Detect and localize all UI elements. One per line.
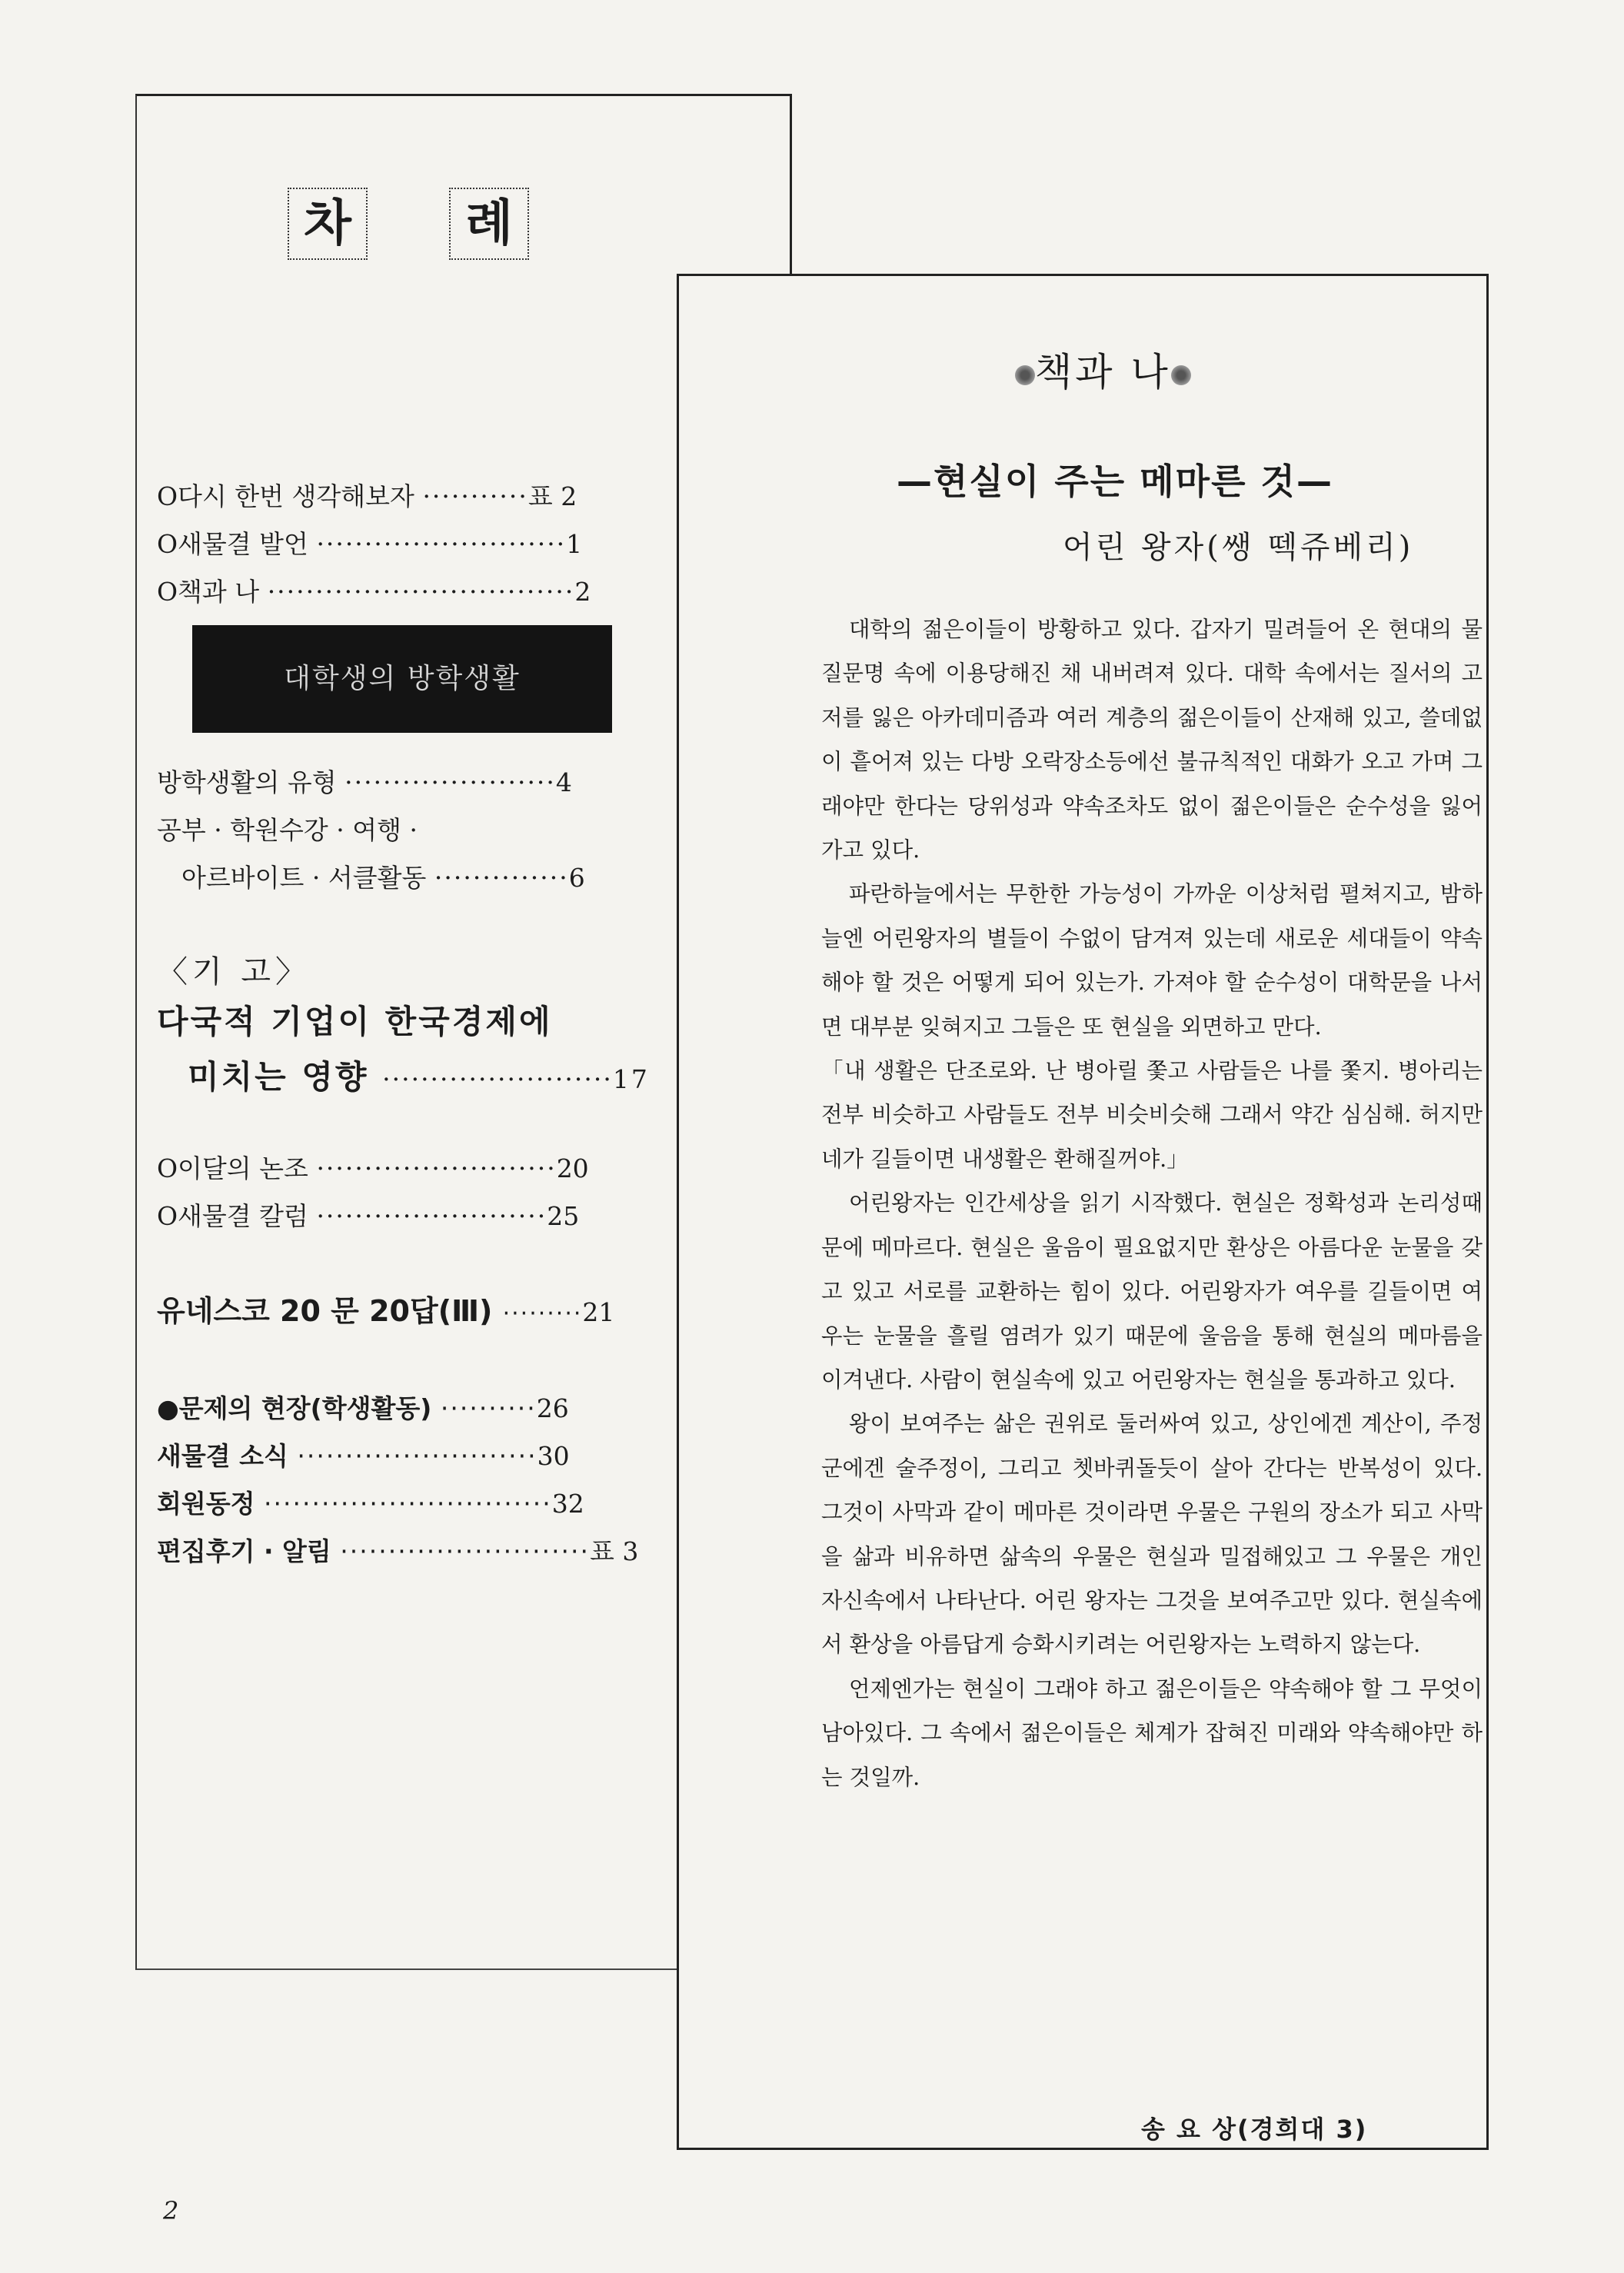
- toc-item-label: O이달의 논조: [157, 1153, 308, 1183]
- toc-item-label: O새물결 발언: [157, 529, 308, 559]
- toc-item[interactable]: 편집후기 · 알림 ··························표 3: [157, 1536, 639, 1566]
- toc-item[interactable]: 새물결 소식 ·························30: [157, 1441, 570, 1471]
- toc-item[interactable]: O책과 나 ································2: [157, 577, 591, 607]
- paragraph: 왕이 보여주는 삶은 권위로 둘러싸여 있고, 상인에겐 계산이, 주정군에겐 술주정이, 그리고 쳇바퀴돌듯이 살아 간다는 반복성이 있다. 그것이 사막과 같이 메마른 것이라면 우물은 구원의 장소가 되고 사막을 삶과 비유하면 삶속의 우물은 현실과 밀접해있고 그 우물은 개인 자신속에서 나타난다. 어린 왕자는 그것을 보여주고만 있다. 현실속에서 환상을 아름답게 승화시키려는 어린왕자는 노력하지 않는다.: [821, 1411, 1483, 1658]
- paragraph: 대학의 젊은이들이 방황하고 있다. 갑자기 밀려들어 온 현대의 물질문명 속에 이용당해진 채 내버려져 있다. 대학 속에서는 질서의 고저를 잃은 아카데미즘과 여러 계층의 젊은이들이 산재해 있고, 쓸데없이 흩어져 있는 다방 오락장소등에선 불규칙적인 대화가 오고 가며 그래야만 한다는 당위성과 약속조차도 없이 젊은이들은 순수성을 잃어가고 있다.: [821, 617, 1483, 864]
- toc-item-label: O새물결 칼럼: [157, 1201, 308, 1231]
- toc-item-page: 30: [537, 1441, 570, 1471]
- article-author: 송 요 상(경희대 3): [1141, 2115, 1368, 2144]
- toc-item-page: 20: [556, 1153, 589, 1183]
- toc-item-page: 17: [612, 1064, 650, 1094]
- contribution-title-text: 미치는 영향: [188, 1058, 369, 1096]
- toc-item-page: 표 2: [527, 481, 577, 511]
- toc-item-label: 아르바이트 · 서클활동: [181, 863, 427, 893]
- toc-heading-char: 차: [288, 188, 368, 260]
- toc-item[interactable]: O새물결 발언 ··························1: [157, 529, 583, 559]
- toc-item-unesco[interactable]: 유네스코 20 문 20답(Ⅲ) ·········21: [157, 1294, 615, 1328]
- toc-item-page: 4: [555, 767, 572, 797]
- ornament-dot-icon: [1171, 365, 1191, 385]
- page-number: 2: [163, 2196, 179, 2225]
- toc-item[interactable]: 방학생활의 유형 ······················4: [157, 767, 572, 797]
- toc-item-label: 회원동정: [157, 1489, 255, 1519]
- toc-item-page: 표 3: [590, 1536, 639, 1566]
- book-source: 어린 왕자(쌩 떽쥬베리): [1063, 530, 1414, 565]
- contribution-title-line2[interactable]: 미치는 영향 ························17: [188, 1058, 650, 1096]
- toc-item-label: 방학생활의 유형: [157, 767, 337, 797]
- toc-item-label: 공부 · 학원수강 · 여행 ·: [157, 815, 418, 845]
- ornament-dot-icon: [1015, 365, 1035, 385]
- toc-item-label: 유네스코 20 문 20답(Ⅲ): [157, 1294, 493, 1328]
- toc-item-page: 21: [582, 1297, 615, 1327]
- toc-item-label: O다시 한번 생각해보자: [157, 481, 414, 511]
- paragraph: 파란하늘에서는 무한한 가능성이 가까운 이상처럼 펼쳐지고, 밤하늘엔 어린왕자의 별들이 수없이 담겨져 있는데 새로운 세대들이 약속해야 할 것은 어떻게 되어 있는가. 가져야 할 순수성이 대학문을 나서면 대부분 잊혀지고 그들은 또 현실을 외면하고 만다.: [821, 881, 1483, 1040]
- toc-item-label: O책과 나: [157, 577, 260, 607]
- toc-item[interactable]: ●문제의 현장(학생활동) ··········26: [157, 1393, 569, 1423]
- toc-item[interactable]: O새물결 칼럼 ························25: [157, 1201, 580, 1231]
- contribution-title[interactable]: 다국적 기업이 한국경제에: [157, 1003, 553, 1040]
- article-subtitle: —현실이 주는 메마른 것—: [897, 461, 1333, 502]
- toc-item-label: ●문제의 현장(학생활동): [157, 1393, 432, 1423]
- contribution-label: 〈기 고〉: [157, 954, 311, 990]
- toc-item-label: 새물결 소식: [157, 1441, 288, 1471]
- toc-item: [157, 810, 418, 847]
- toc-item-page: 1: [566, 529, 583, 559]
- toc-item-page: 32: [551, 1489, 584, 1519]
- toc-item-page: 2: [574, 577, 591, 607]
- toc-item-page: 25: [547, 1201, 580, 1231]
- toc-item[interactable]: O다시 한번 생각해보자 ···········표 2: [157, 481, 577, 511]
- toc-item-page: 26: [536, 1393, 569, 1423]
- toc-item-page: 6: [568, 863, 585, 893]
- toc-heading-char: 례: [449, 188, 529, 260]
- toc-item-label: 편집후기 · 알림: [157, 1536, 331, 1566]
- feature-section-banner: 대학생의 방학생활: [192, 625, 612, 733]
- toc-item[interactable]: 아르바이트 · 서클활동 ··············6: [181, 863, 585, 893]
- article-body: [821, 607, 1483, 1799]
- paragraph: 언제엔가는 현실이 그래야 하고 젊은이들은 약속해야 할 그 무엇이 남아있다. 그 속에서 젊은이들은 체계가 잡혀진 미래와 약속해야만 하는 것일까.: [821, 1676, 1483, 1790]
- toc-item[interactable]: 회원동정 ······························32: [157, 1489, 584, 1519]
- column-title-text: 책과 나: [1035, 350, 1171, 394]
- paragraph: 어린왕자는 인간세상을 읽기 시작했다. 현실은 정확성과 논리성때문에 메마르다. 현실은 울음이 필요없지만 환상은 아름다운 눈물을 갖고 있고 서로를 교환하는 힘이 있다. 어린왕자가 여우를 길들이면 여우는 눈물을 흘릴 염려가 있기 때문에 울음을 통해 현실의 메마름을 이겨낸다. 사람이 현실속에 있고 어린왕자는 현실을 통과하고 있다.: [821, 1190, 1483, 1393]
- quote-paragraph: 「내 생활은 단조로와. 난 병아릴 쫓고 사람들은 나를 쫓지. 병아리는 전부 비슷하고 사람들도 전부 비슷비슷해 그래서 약간 심심해. 허지만 네가 길들이면 내생활은 환해질꺼야.」: [821, 1058, 1483, 1172]
- toc-item[interactable]: O이달의 논조 ·························20: [157, 1153, 589, 1183]
- column-title: [1015, 341, 1191, 397]
